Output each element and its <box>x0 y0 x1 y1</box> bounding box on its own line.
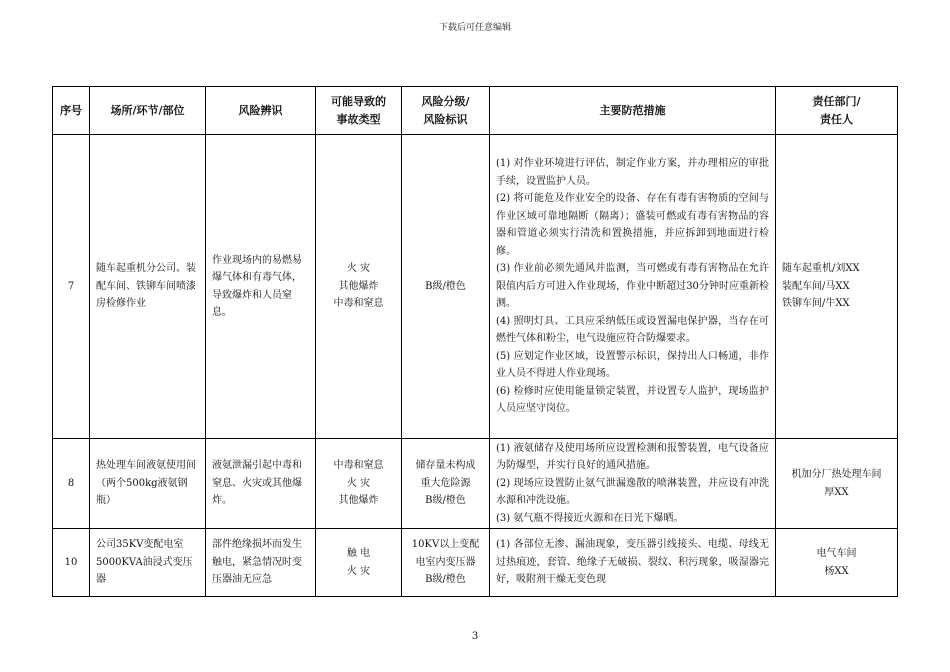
table-header-row <box>53 87 898 135</box>
measure-item: (1) 各部位无渗、漏油现象，变压器引线接头、电缆、母线无过热痕迹，套管、绝缘子无破损、裂纹、积污现象，吸湿器完好，吸附剂干燥无变色现 <box>496 539 769 586</box>
row-risk-grade <box>402 439 490 529</box>
col-header-location: 场所/环节/部位 <box>90 87 206 135</box>
row-risk: 部件绝缘损坏而发生触电，紧急情况时变压器油无应急 <box>206 529 316 597</box>
row-risk: 作业现场内的易燃易爆气体和有毒气体，导致爆炸和人员窒息。 <box>206 135 316 439</box>
header-note: 下载后可任意编辑 <box>438 23 511 33</box>
row-seq: 7 <box>53 135 90 439</box>
risk-grade-line: B级/橙色 <box>425 280 466 292</box>
accident-type: 触 电 <box>346 548 371 559</box>
row-measures <box>490 529 776 597</box>
measure-item: (2) 现场应设置防止氨气泄漏逸散的喷淋装置，并应设有冲洗水源和冲洗设施。 <box>496 477 769 507</box>
col-header-grade-line1: 风险分级/ <box>421 95 470 109</box>
row-location: 热处理车间液氨使用间（两个500kg液氨钢瓶） <box>90 439 206 529</box>
col-header-accident-line2: 事故类型 <box>336 112 381 126</box>
row-seq: 10 <box>53 529 90 597</box>
responsible-line: 装配车间/马XX <box>782 280 850 292</box>
responsible-line: 机加分厂热处理车间 <box>791 469 882 480</box>
accident-type: 火 灾 <box>346 263 371 275</box>
row-risk: 液氨泄漏引起中毒和窒息、火灾或其他爆炸。 <box>206 439 316 529</box>
accident-type: 其他爆炸 <box>338 495 379 507</box>
table-row <box>53 529 898 597</box>
accident-type: 其他爆炸 <box>338 280 379 292</box>
row-measures <box>490 135 776 439</box>
risk-grade-line: B级/橙色 <box>425 574 466 586</box>
risk-grade-line: 10KV以上变配 <box>411 539 480 551</box>
accident-type: 中毒和窒息 <box>333 298 384 310</box>
responsible-line: 铁铆车间/牛XX <box>782 298 850 310</box>
col-header-grade <box>402 87 490 135</box>
measure-item: (1) 液氨储存及使用场所应设置检测和报警装置，电气设备应为防爆型，并实行良好的通风措施。 <box>496 442 769 472</box>
accident-type: 火 灾 <box>346 477 371 489</box>
measure-item: (3) 氨气瓶不得接近火源和在日光下爆晒。 <box>496 512 684 524</box>
col-header-responsible-line1: 责任部门/ <box>812 95 861 109</box>
col-header-accident-line1: 可能导致的 <box>331 95 386 109</box>
measure-item: (3) 作业前必须先通风并监测，当可燃或有毒有害物品在允许限值内后方可进入作业现场，作业中断超过30分钟时应重新检测。 <box>496 263 769 310</box>
risk-control-table <box>52 86 898 597</box>
col-header-measures: 主要防范措施 <box>490 87 776 135</box>
measure-item: (4) 照明灯具、工具应采纳低压或设置漏电保护器，当存在可燃性气体和粉尘，电气设施应符合防爆要求。 <box>496 315 769 345</box>
col-header-grade-line2: 风险标识 <box>423 112 468 126</box>
risk-grade-line: 储存量未构成 <box>415 460 476 472</box>
responsible-line: 厚XX <box>824 486 849 498</box>
col-header-seq: 序号 <box>53 87 90 135</box>
col-header-responsible-line2: 责任人 <box>820 112 853 126</box>
col-header-responsible <box>776 87 898 135</box>
risk-grade-line: 电室内变压器 <box>415 556 476 568</box>
measure-item: (5) 应划定作业区域，设置警示标识，保持出人口畅通，非作业人员不得进人作业现场。 <box>496 350 769 380</box>
row-measures <box>490 439 776 529</box>
page-number: 3 <box>471 631 479 642</box>
col-header-risk: 风险辨识 <box>206 87 316 135</box>
row-risk-grade <box>402 135 490 439</box>
accident-type: 火 灾 <box>346 565 371 577</box>
risk-grade-line: 重大危险源 <box>420 477 471 489</box>
row-accident-types <box>316 529 402 597</box>
risk-grade-line: B级/橙色 <box>425 495 466 507</box>
measure-item: (1) 对作业环境进行评估，制定作业方案，并办理相应的审批手续，设置监护人员。 <box>496 158 769 187</box>
row-accident-types <box>316 439 402 529</box>
table-row <box>53 439 898 529</box>
responsible-line: 电气车间 <box>816 548 857 559</box>
row-responsible <box>776 439 898 529</box>
accident-type: 中毒和窒息 <box>333 460 384 472</box>
responsible-line: 杨XX <box>824 565 849 577</box>
measure-item: (6) 检修时应使用能量锁定装置，并设置专人监护，现场监护人员应坚守岗位。 <box>496 385 769 415</box>
table-row <box>53 135 898 439</box>
row-location: 随车起重机分公司、装配车间、铁铆车间喷漆房检修作业 <box>90 135 206 439</box>
measure-item: (2) 将可能危及作业安全的设备、存在有毒有害物质的空间与作业区域可靠地隔断（隔离）；盛装可燃或有毒有害物品的容器和管道必须实行清洗和置换措施，并应拆卸到地面进行检修。 <box>496 193 769 257</box>
row-accident-types <box>316 135 402 439</box>
responsible-line: 随车起重机/刘XX <box>782 263 860 275</box>
row-responsible <box>776 135 898 439</box>
row-responsible <box>776 529 898 597</box>
col-header-accident <box>316 87 402 135</box>
row-location: 公司35KV变配电室5000KVA油浸式变压器 <box>90 529 206 597</box>
row-seq: 8 <box>53 439 90 529</box>
row-risk-grade <box>402 529 490 597</box>
